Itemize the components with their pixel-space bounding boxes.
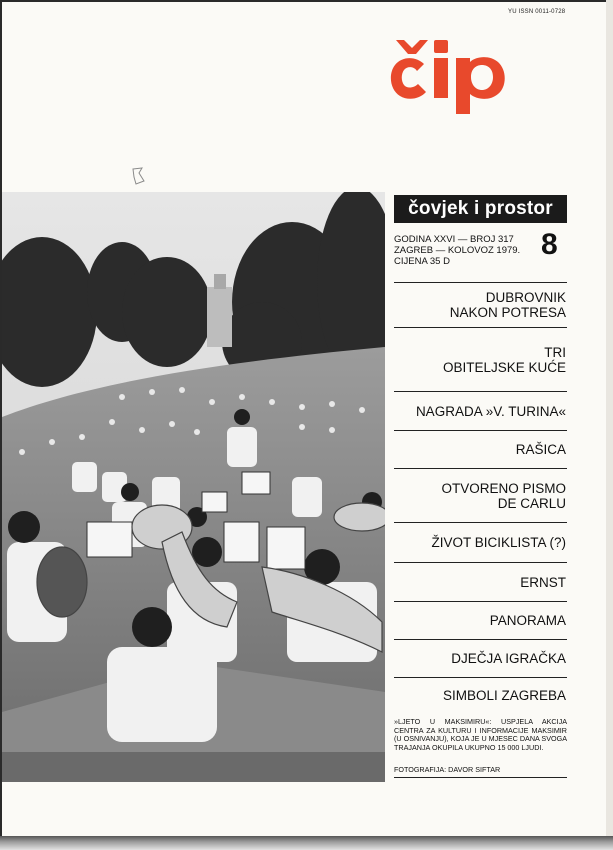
toc-item-label: DJEČJA IGRAČKA (451, 651, 566, 666)
toc-item (394, 282, 567, 327)
toc-item (394, 677, 567, 713)
issue-place-date: ZAGREB — KOLOVOZ 1979. (394, 245, 521, 256)
issue-month-number: 8 (541, 228, 558, 261)
toc-item-label: NAGRADA »V. TURINA« (415, 403, 566, 419)
cip-logo (390, 32, 535, 114)
toc-item (394, 562, 567, 601)
toc-item (394, 522, 567, 562)
toc-item-label: ŽIVOT BICIKLISTA (?) (431, 535, 566, 550)
paper-stain (130, 165, 150, 187)
issue-price: CIJENA 35 D (394, 256, 450, 267)
table-of-contents (394, 282, 567, 713)
issn-number: YU ISSN 0011-0728 (508, 9, 566, 15)
issue-year-number: GODINA XXVI — BROJ 317 (394, 234, 514, 245)
cover-photo (2, 192, 385, 782)
toc-item-label: TRI OBITELJSKE KUĆE (442, 344, 566, 375)
toc-item-label: RAŠICA (515, 442, 566, 457)
toc-item-label: OTVORENO PISMO DE CARLU (441, 480, 566, 511)
toc-item-label: SIMBOLI ZAGREBA (442, 688, 566, 703)
toc-item (394, 468, 567, 522)
toc-item (394, 639, 567, 677)
toc-item (394, 601, 567, 639)
divider (394, 777, 567, 778)
toc-item (394, 391, 567, 430)
photo-credit: FOTOGRAFIJA: DAVOR SIFTAR (394, 765, 501, 774)
masthead-title: čovjek i prostor (394, 195, 567, 223)
toc-item-label: ERNST (520, 574, 566, 590)
toc-item (394, 327, 567, 391)
photo-caption: »LJETO U MAKSIMIRU«: USPJELA AKCIJA CENTRA ZA KULTURU I INFORMACIJE MAKSIMIR (U OSNIVANJU), KOJA JE U MJESEC DANA SVOGA TRAJANJA OKUPILA UKUPNO 15 000 LJUDI. (394, 717, 567, 752)
page-edge (0, 836, 613, 850)
toc-item-label: PANORAMA (489, 613, 566, 628)
toc-item (394, 430, 567, 468)
issue-info (394, 234, 534, 267)
toc-item-label: DUBROVNIK NAKON POTRESA (449, 290, 566, 320)
